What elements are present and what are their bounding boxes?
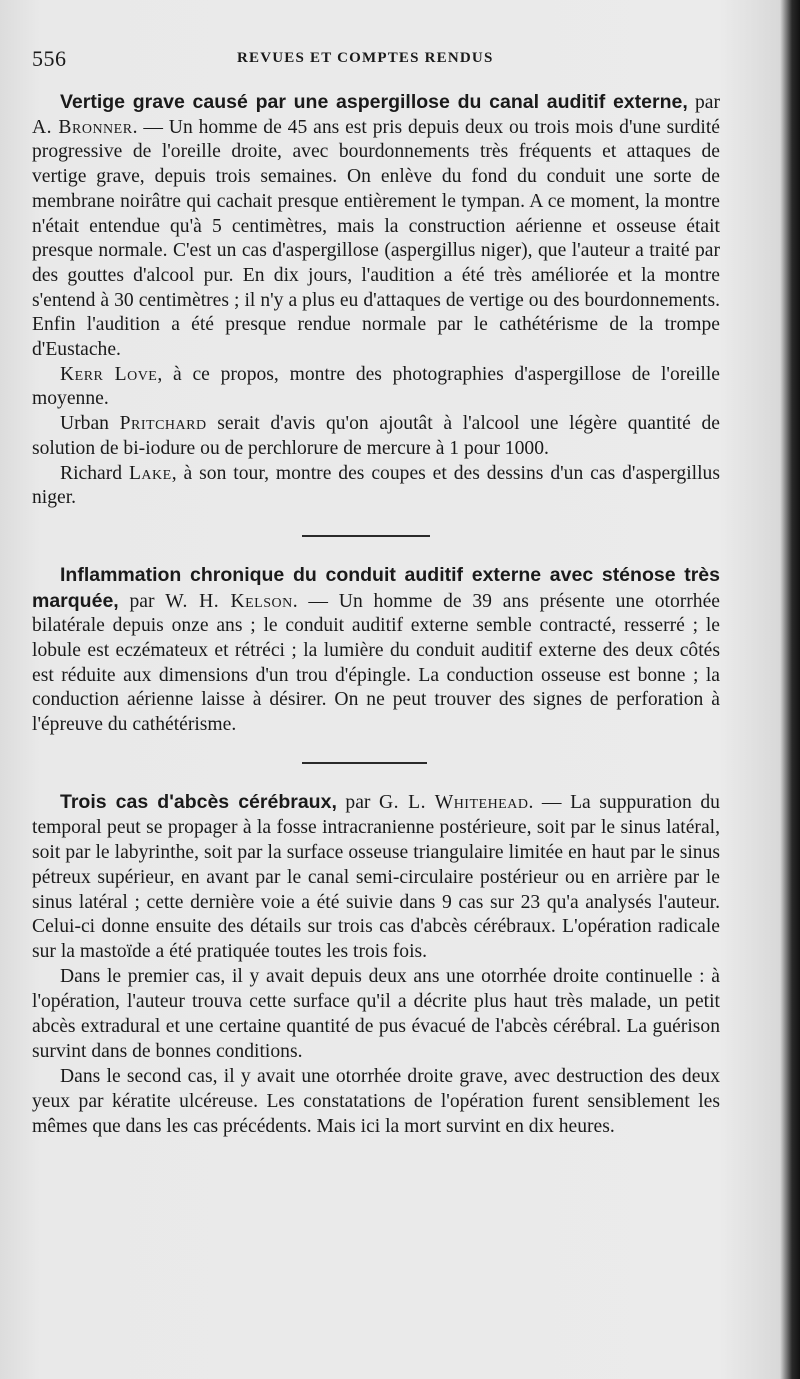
article-title: Trois cas d'abcès cérébraux, — [60, 790, 337, 813]
article-author: G. L. Whitehead — [379, 791, 529, 813]
page-number: 556 — [32, 46, 67, 71]
article-title: Inflammation chronique du conduit auditif externe avec sténose très marquée, — [32, 563, 720, 612]
article-aspergillose — [32, 90, 720, 511]
article-abces-cerebraux — [32, 790, 720, 1140]
paragraph-text: Dans le premier cas, il y avait depuis deux ans une otorrhée droite continuelle : à l'opération, l'auteur trouva cette surface qu'il a décrite plus haut très malade, un petit abcès extradural et une certaine quantité de pus évacué de l'abcès cérébral. La guérison survint dans de bonnes conditions. — [32, 966, 720, 1062]
paragraph — [32, 1065, 720, 1140]
paragraph-text: . — La suppuration du temporal peut se propager à la fosse intracranienne postérieure, soit par le sinus latéral, soit par le labyrinthe, soit par la surface osseuse triangulaire limitée en haut par le sinus pétreux supérieur, en avant par le canal semi-circulaire postérieur ou en arrière par le sinus latéral ; cette dernière voie a été suivie dans 9 cas sur 23 qu'a analysés l'auteur. Celui-ci donne ensuite des détails sur trois cas d'abcès cérébraux. L'opération radicale sur la mastoïde a été pratiquée toutes les trois fois. — [32, 791, 720, 963]
separator-line — [302, 535, 430, 537]
paragraph-text: , à son tour, montre des coupes et des dessins d'un cas d'aspergillus niger. — [32, 462, 720, 509]
paragraph — [32, 965, 720, 1065]
by-word: par — [118, 590, 166, 612]
article-lead-paragraph — [32, 563, 720, 738]
discussant-name: Lake — [128, 462, 172, 484]
article-author: A. Bronner — [32, 116, 133, 138]
paragraph-text: serait d'avis qu'on ajoutât à l'alcool une légère quantité de solution de bi-iodure ou de perchlorure de mercure à 1 pour 1000. — [32, 413, 720, 459]
running-head: REVUES ET COMPTES RENDUS — [237, 50, 494, 66]
paragraph — [32, 412, 720, 461]
article-lead-paragraph — [32, 90, 720, 363]
paragraph-text: Urban — [60, 413, 120, 435]
section-separator — [32, 511, 720, 563]
separator-line — [302, 762, 427, 764]
paragraph-text: Richard — [60, 462, 129, 484]
paragraph — [32, 363, 720, 412]
article-inflammation — [32, 563, 720, 738]
paragraph-text: . — Un homme de 39 ans présente une otorrhée bilatérale depuis onze ans ; le conduit auditif externe semble contracté, resserré ; le lobule est eczémateux et rétréci ; la lumière du conduit auditif externe des deux côtés est réduite aux dimensions d'un trou d'épingle. La conduction osseuse est bonne ; la conduction aérienne laisse à désirer. On ne peut trouver des signes de perforation à l'épreuve du cathétérisme. — [32, 590, 720, 736]
article-author: W. H. Kelson — [165, 590, 293, 612]
section-separator — [32, 738, 720, 790]
article-title: Vertige grave causé par une aspergillose du canal auditif externe, — [60, 91, 688, 113]
by-word: par — [336, 791, 380, 813]
page-header — [32, 46, 722, 76]
by-word: par — [687, 92, 720, 113]
article-lead-paragraph — [32, 790, 720, 965]
paragraph-text: Dans le second cas, il y avait une otorrhée droite grave, avec destruction des deux yeux par kératite ulcéreuse. Les constatations de l'opération furent sensiblement les mêmes que dans les cas précédents. Mais ici la mort survint en dix heures. — [32, 1065, 720, 1137]
page-body — [32, 90, 720, 1140]
paragraph-text: , à ce propos, montre des photographies d'aspergillose de l'oreille moyenne. — [32, 363, 720, 410]
paragraph-text: . — Un homme de 45 ans est pris depuis deux ou trois mois d'une surdité progressive de l'oreille droite, avec bourdonnements très fréquents et attaques de vertige grave, depuis trois semaines. On enlève du fond du conduit une sorte de membrane noirâtre qui cachait presque entièrement le tympan. A ce moment, la montre n'était entendue qu'à 5 centimètres, mais la construction aérienne et osseuse était presque normale. C'est un cas d'aspergillose (aspergillus niger), que l'auteur a traité par des gouttes d'alcool pur. En dix jours, l'audition a été très améliorée et la montre s'entend à 30 centimètres ; il n'y a plus eu d'attaques de vertige ou des bourdonnements. Enfin l'audition a été presque rendue normale par le cathétérisme de la trompe d'Eustache. — [32, 116, 720, 361]
paragraph — [32, 462, 720, 511]
discussant-name: Pritchard — [119, 413, 207, 435]
discussant-name: Kerr Love — [60, 363, 158, 385]
